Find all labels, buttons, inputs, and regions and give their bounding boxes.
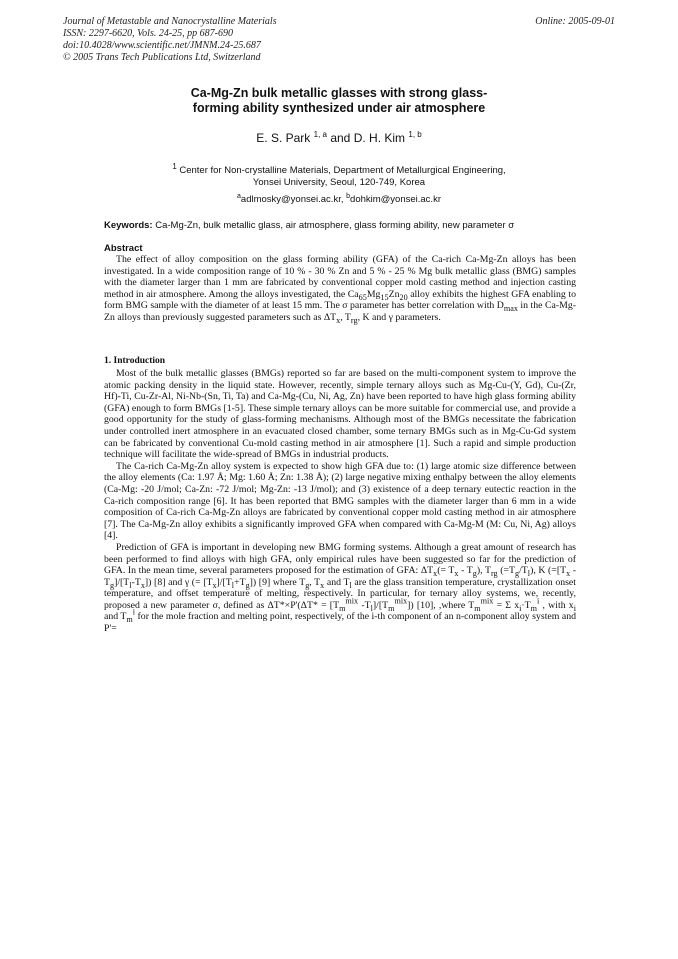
title-line-1: Ca-Mg-Zn bulk metallic glasses with strong glass- [190,86,488,100]
keywords-text: Ca-Mg-Zn, bulk metallic glass, air atmosphere, glass forming ability, new parameter σ [155,220,515,231]
email-a-marker: a [237,192,241,200]
journal-name: Journal of Metastable and Nanocrystalline Materials [63,16,277,27]
abstract-heading: Abstract [104,243,143,254]
introduction-text [104,368,576,635]
author-1: E. S. Park [256,131,311,145]
email-a: adlmosky@yonsei.ac.kr, [240,194,344,205]
doi-line: doi:10.4028/www.scientific.net/JMNM.24-25.687 [63,40,261,51]
affil-line-2: Yonsei University, Seoul, 120-749, Korea [252,177,426,188]
affil-line-1: Center for Non-crystalline Materials, Department of Metallurgical Engineering, [179,165,506,176]
author-list [100,131,578,145]
affil-marker: 1 [172,161,177,171]
introduction-heading: 1. Introduction [104,356,166,366]
paper-title [100,86,578,116]
author-emails [100,194,578,205]
intro-paragraph-3: Prediction of GFA is important in developing new BMG forming systems. Although a great amount of research has been performed to find alloys with high GFA, only empirical rules have been suggested so far for the prediction of GFA. In the mean time, several parameters proposed for the estimation of GFA: $\Delta T_x(= T_x - T_g)$, $T_{rg}$ $(=T_g/T_l)$, K ($=[T_x$ $-T_g]/[T_l-T_x]$) [8] and γ (= $[T_x]/[T_l+T_g]$) [9] where $T_g$, $T_x$ and $T_l$ are the glass transition temperature, crystallization onset temperature, and offset temperature of melting, respectively. In particular, for ternary alloy systems, we, recently, proposed a new parameter σ, defined as $\Delta T*\times P'(\Delta T* = [T_m^{mix}$ $-T_l]/[T_m^{mix}]$) [10], ,where $T_m^{mix} = \Sigma$ $x_i\cdot T_m^i$ , with $x_i$ and $T_m^i$ for the mole fraction and melting point, respectively, of the i-th component of an n-component alloy system and P'= [104,541,577,635]
title-line-2: forming ability synthesized under air atmosphere [192,101,486,115]
copyright-line: © 2005 Trans Tech Publications Ltd, Switzerland [63,52,261,63]
intro-paragraph-1: Most of the bulk metallic glasses (BMGs) reported so far are based on the multi-component system to improve the atomic packing density in the liquid state. However, recently, simple ternary alloys such as Mg-Cu-(Y, Gd), Cu-(Zr, Hf)-Ti, Cu-Zr-Al, Ni-Nb-(Sn, Ti, Ta) and Ca-Mg-(Cu, Ni, Ag, Zn) have been reported to have high glass forming ability (GFA) enough to form BMGs [1-5]. These simple ternary alloys can be more suitable for commercial use, and provide a good opportunity for the study of glass-forming mechanisms. Although most of the BMGs necessitate the fabrication under controlled inert atmosphere in an evacuated closed chamber, some ternary BMGs such as in Mg-Cu-Gd system can be fabricated by conventional Cu-mold casting method in air atmosphere [1]. Such a rapid and simple production technique will facilitate the wide-spread of BMGs in industrial products. [104,368,576,461]
email-b-marker: b [346,192,351,200]
email-b: dohkim@yonsei.ac.kr [350,194,441,205]
keywords-label: Keywords: [104,220,153,231]
intro-paragraph-2: The Ca-rich Ca-Mg-Zn alloy system is expected to show high GFA due to: (1) large atomic size difference between the alloy elements (Ca: 1.97 Å; Mg: 1.60 Å; Zn: 1.38 Å); (2) large negative mixing enthalpy between the alloy elements (Ca-Mg: -20 J/mol; Ca-Zn: -72 J/mol; Mg-Zn: -13 J/mol); and (3) existence of a deep ternary eutectic reaction in the Ca-rich composition range [6]. It has been reported that BMG samples with the diameter larger than 6 mm in a wide composition of Ca-rich Ca-Mg-Zn alloys are fabricated by conventional copper mold casting method in air atmosphere [7]. The Ca-Mg-Zn alloy exhibits a significantly improved GFA when compared with Ca-Mg-M (M: Cu, Ni, Ag) alloys [4]. [104,460,576,542]
author-2-affil: 1, b [408,130,422,139]
abstract-text: The effect of alloy composition on the glass forming ability (GFA) of the Ca-rich Ca-Mg-Zn alloys has been investigated. In a wide composition range of 10 % - 30 % Zn and 5 % - 25 % Mg bulk metallic glass (BMG) samples with the diameter larger than 1 mm are fabricated by conventional copper mold casting method and injection casting method in air atmosphere. Among the alloys investigated, the $Ca_{65}Mg_{15}Zn_{20}$ alloy exhibits the highest GFA enabling to form BMG sample with the diameter of at least 15 mm. The σ parameter has better correlation with $D_{max}$ in the Ca-Mg-Zn alloys than previously suggested parameters such as $\Delta T_x$, $T_{rg}$, K and γ parameters. [104,254,576,325]
affiliation [100,161,578,189]
author-and: and [330,131,351,145]
issn-line: ISSN: 2297-6620, Vols. 24-25, pp 687-690 [63,28,233,39]
online-date: Online: 2005-09-01 [535,16,615,27]
author-2: D. H. Kim [353,131,406,145]
author-1-affil: 1, a [313,130,327,139]
keywords [104,220,576,231]
journal-header [63,16,615,64]
